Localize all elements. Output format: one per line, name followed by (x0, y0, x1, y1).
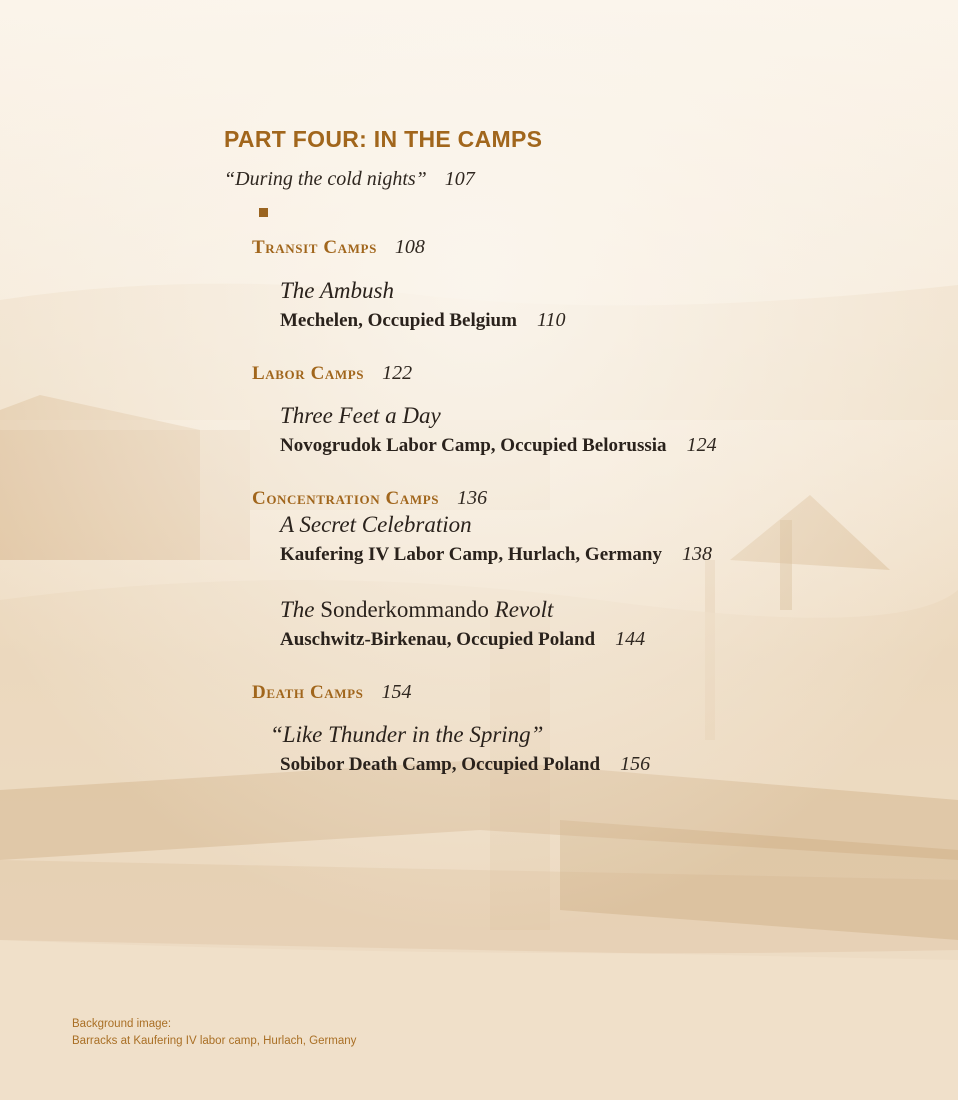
section-labor-camps[interactable] (252, 362, 412, 385)
page-number: 156 (620, 753, 651, 775)
section-death-camps[interactable] (252, 681, 412, 704)
place-text: Novogrudok Labor Camp, Occupied Belorussia (280, 435, 667, 456)
story-title[interactable]: The Ambush (280, 278, 394, 303)
story-title[interactable]: “Like Thunder in the Spring” (270, 722, 544, 747)
place-text: Kaufering IV Labor Camp, Hurlach, Germany (280, 544, 662, 565)
story-place (280, 753, 650, 776)
photo-caption (72, 1016, 356, 1050)
story-title[interactable] (280, 597, 553, 623)
square-bullet-icon (259, 208, 268, 217)
page-number: 108 (394, 236, 425, 258)
story-title[interactable]: Three Feet a Day (280, 403, 441, 428)
story-title-part: Sonderkommando (320, 597, 489, 622)
page-number: 144 (615, 628, 646, 650)
page-number: 136 (457, 487, 488, 509)
page-number: 107 (444, 168, 475, 190)
section-title: Transit Camps (252, 237, 377, 258)
page-number: 138 (681, 543, 712, 565)
story-place (280, 434, 717, 457)
part-title: PART FOUR: IN THE CAMPS (224, 126, 543, 152)
section-transit-camps[interactable] (252, 236, 425, 259)
page-number: 122 (382, 362, 413, 384)
caption-line: Background image: (72, 1018, 172, 1030)
page-number: 124 (686, 434, 717, 456)
section-title: Labor Camps (252, 363, 365, 384)
story-title[interactable]: A Secret Celebration (280, 512, 472, 537)
epigraph-entry[interactable] (224, 168, 475, 191)
place-text: Auschwitz-Birkenau, Occupied Poland (280, 629, 596, 650)
caption-line: Barracks at Kaufering IV labor camp, Hurlach, Germany (72, 1035, 357, 1047)
story-title-part: The (280, 597, 321, 622)
story-place (280, 543, 712, 566)
section-title: Death Camps (252, 682, 364, 703)
story-place (280, 309, 565, 332)
story-place (280, 628, 645, 651)
place-text: Mechelen, Occupied Belgium (280, 310, 517, 331)
section-concentration-camps[interactable] (252, 487, 487, 510)
place-text: Sobibor Death Camp, Occupied Poland (280, 754, 601, 775)
section-title: Concentration Camps (252, 488, 440, 509)
story-title-part: Revolt (488, 597, 554, 622)
page-number: 154 (381, 681, 412, 703)
epigraph-text: “During the cold nights” (224, 168, 427, 190)
page-number: 110 (536, 309, 566, 331)
